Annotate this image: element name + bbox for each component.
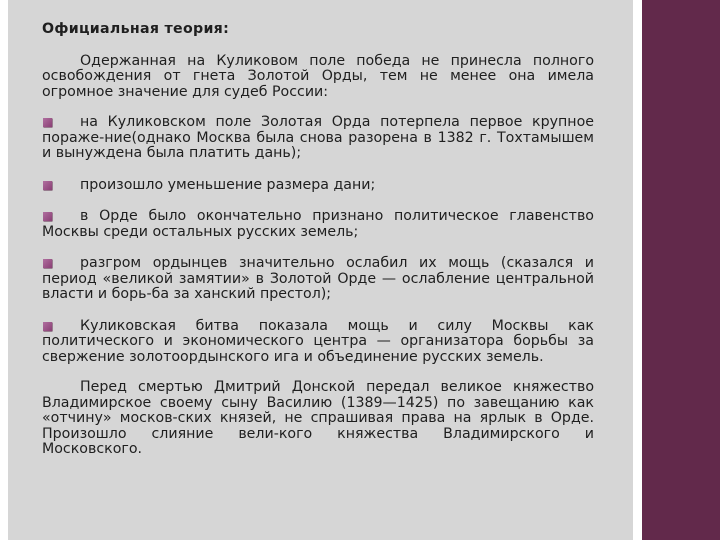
- square-bullet-icon: [43, 118, 52, 127]
- square-bullet-icon: [43, 181, 52, 190]
- list-item: [42, 256, 594, 303]
- list-item: [42, 178, 594, 194]
- list-item: [42, 319, 594, 366]
- square-bullet-icon: [43, 322, 52, 331]
- square-bullet-icon: [43, 259, 52, 268]
- intro-paragraph: Одержанная на Куликовом поле победа не принесла полного освобождения от гнета Золотой Орды, тем не менее она имела огромное значение для судеб России:: [42, 52, 594, 100]
- square-bullet-icon: [43, 212, 52, 221]
- list-item-text: разгром ордынцев значительно ослабил их мощь (сказался и период «великой замятии» в Золотой Орде — ослабление центральной власти и борь-ба за ханский престол);: [42, 255, 594, 302]
- slide-title: Официальная теория:: [42, 21, 230, 37]
- conclusion-paragraph: Перед смертью Дмитрий Донской передал великое княжество Владимирское своему сыну Василию (1389—1425) по завещанию как «отчину» москов-ских князей, не спрашивая права на ярлык в Орде. Произошло слияние вели-кого княжества Владимирского и Московского.: [42, 379, 594, 457]
- list-item: [42, 115, 594, 162]
- side-accent-bar: [642, 0, 720, 540]
- list-item-text: в Орде было окончательно признано политическое главенство Москвы среди остальных русских земель;: [42, 208, 594, 240]
- slide-content: [42, 22, 594, 458]
- list-item-text: на Куликовском поле Золотая Орда потерпела первое крупное пораже-ние(однако Москва была снова разорена в 1382 г. Тохтамышем и вынуждена была платить дань);: [42, 114, 594, 161]
- list-item-text: Куликовская битва показала мощь и силу Москвы как политического и экономического центра — организатора борьбы за свержение золотоордынского ига и объединение русских земель.: [42, 317, 594, 365]
- list-item: [42, 209, 594, 240]
- list-item-text: произошло уменьшение размера дани;: [80, 176, 376, 193]
